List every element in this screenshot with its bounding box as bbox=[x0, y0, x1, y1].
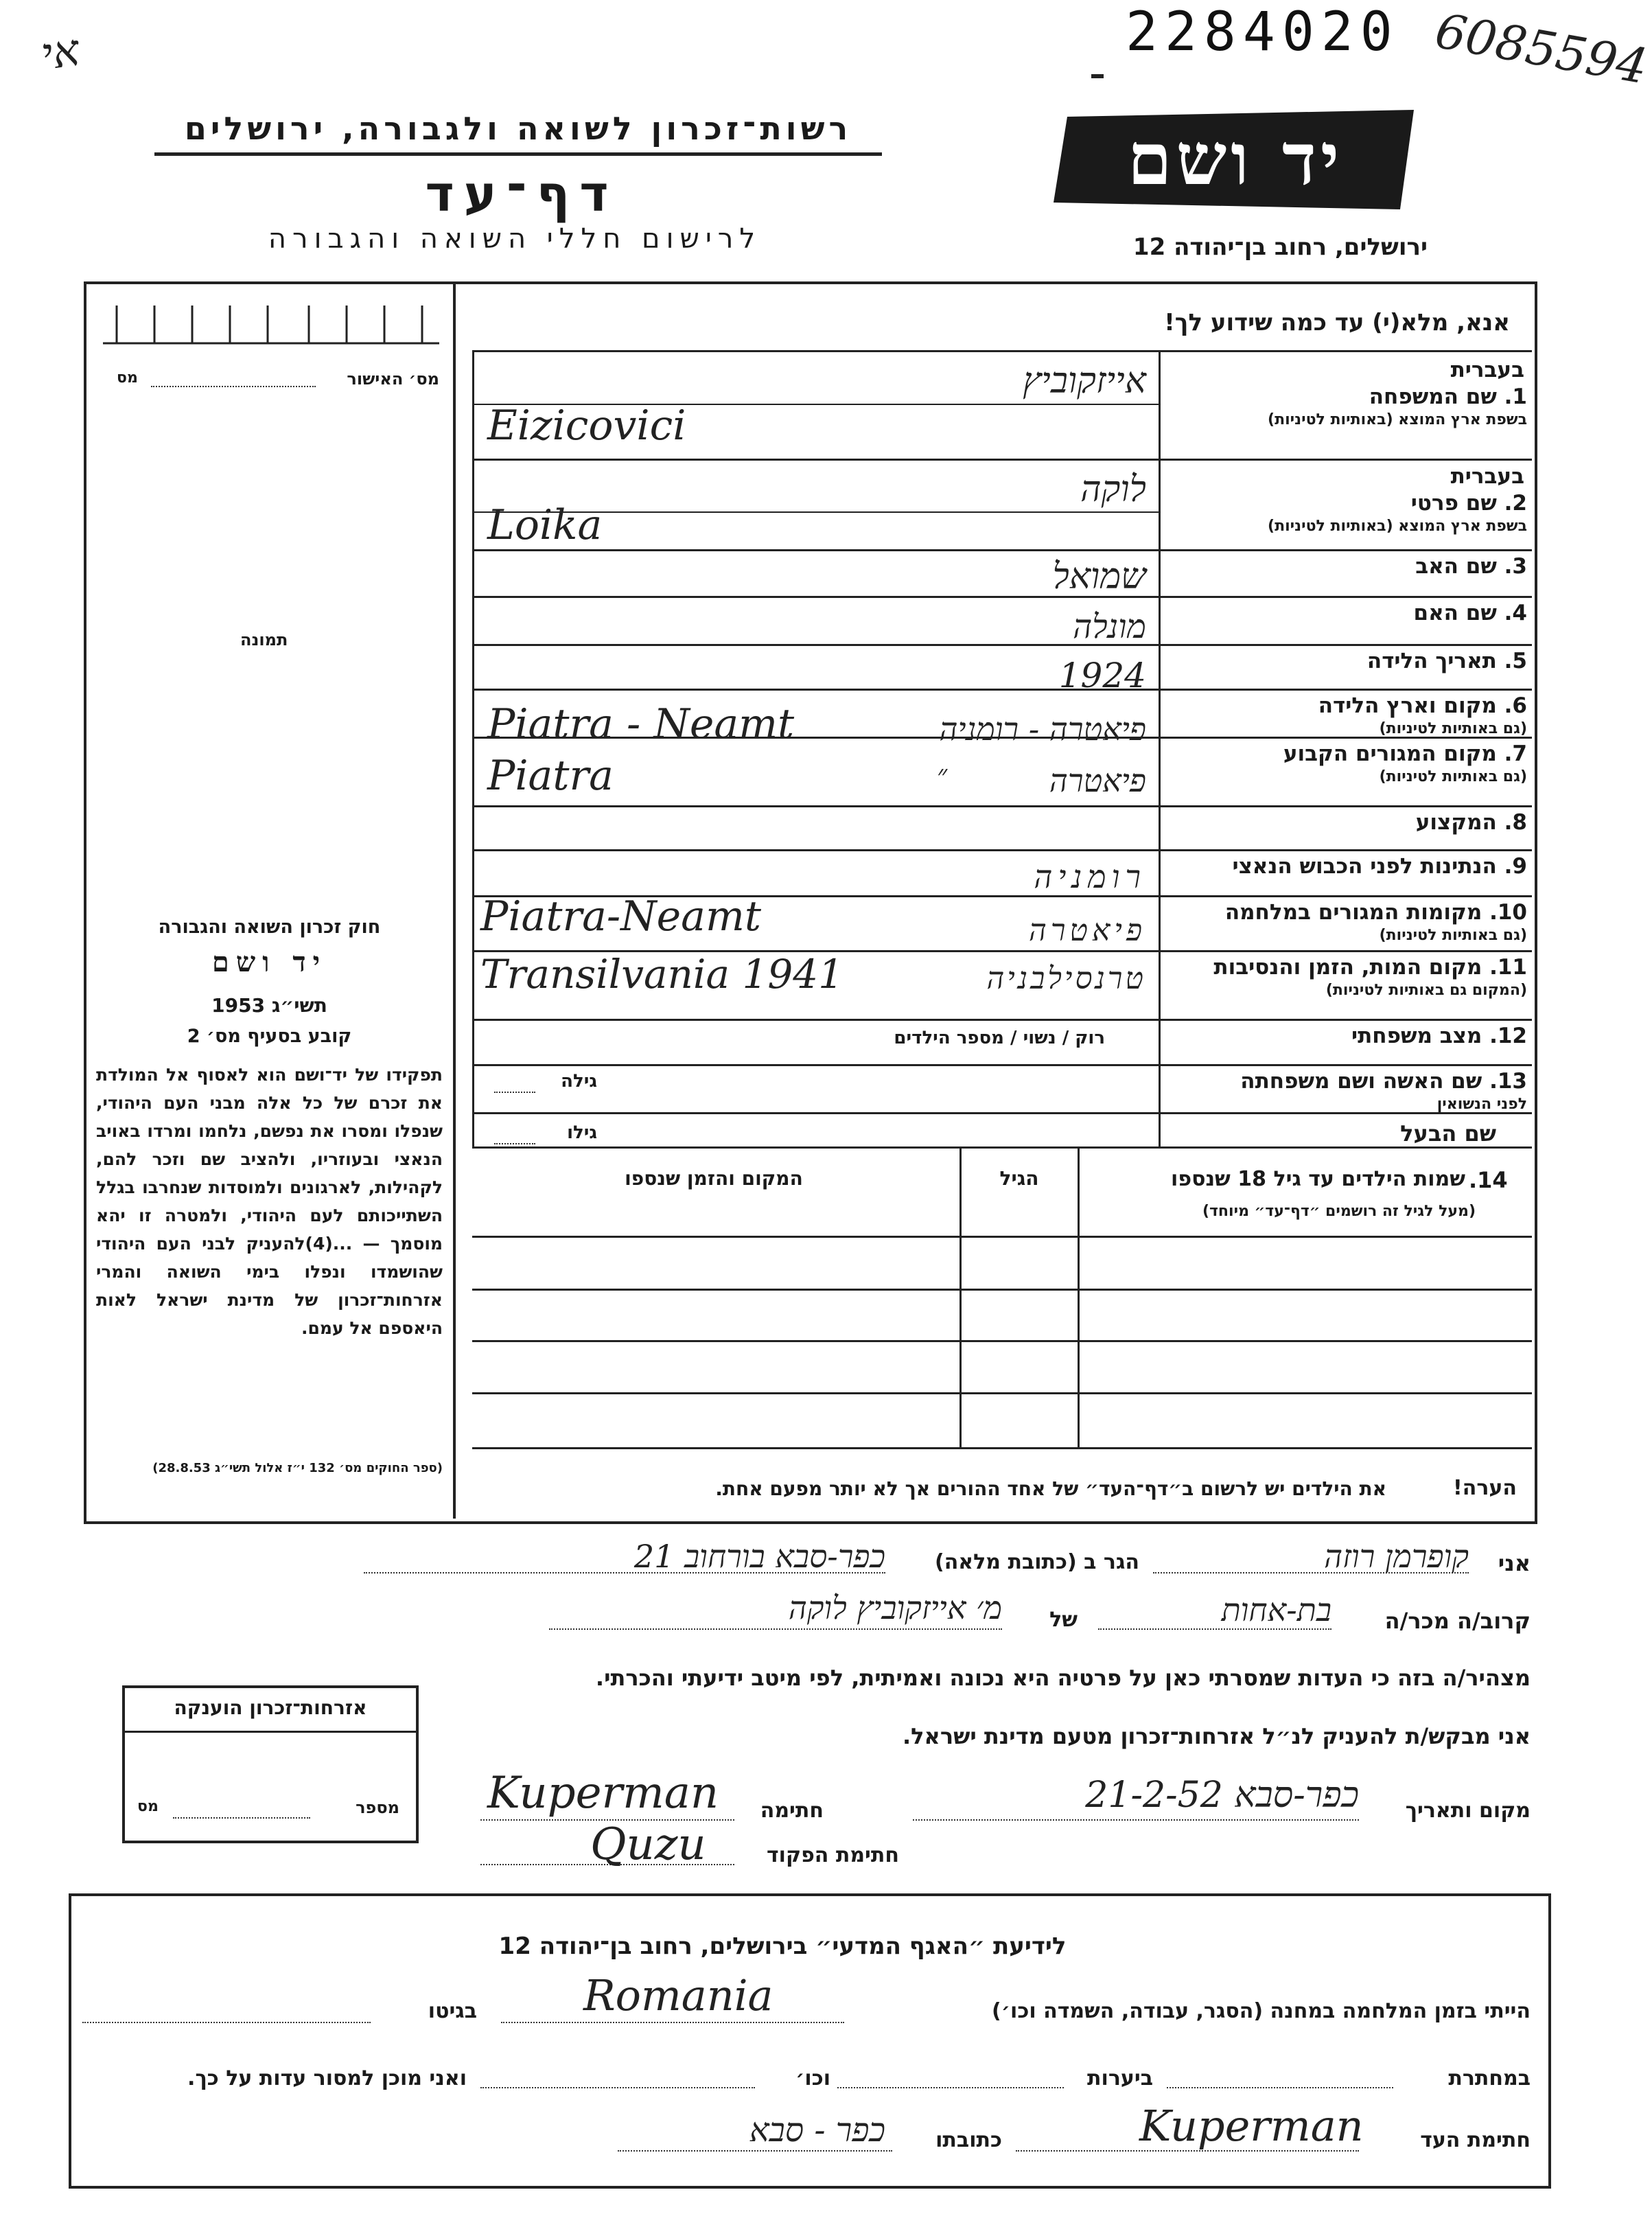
field-10-hebrew-value[interactable]: פיאטרה bbox=[1029, 913, 1146, 948]
number-line[interactable] bbox=[173, 1817, 310, 1819]
children-row-2[interactable] bbox=[472, 1340, 1532, 1342]
field-10-number: 10. bbox=[1489, 900, 1527, 925]
field-7-latin-value[interactable]: Piatra bbox=[487, 752, 614, 800]
field-10-label-box bbox=[1163, 899, 1527, 949]
relative-of-value[interactable]: מ׳ אייזקוביץ לוקה bbox=[788, 1589, 1002, 1626]
children-row-1[interactable] bbox=[472, 1289, 1532, 1291]
field-11-hebrew-value[interactable]: טרנסילבניה bbox=[986, 961, 1146, 996]
place-date-label: מקום ותאריך bbox=[1405, 1799, 1531, 1823]
number-suffix: מס bbox=[137, 1798, 159, 1815]
field-13-label-box bbox=[1163, 1068, 1527, 1111]
field-9-label-box bbox=[1163, 853, 1527, 894]
underground-label: במחתרת bbox=[1448, 2066, 1531, 2090]
husband-label: שם הבעל bbox=[1400, 1120, 1496, 1146]
field-7-sublabel: (גם באותיות לטיניות) bbox=[1379, 768, 1527, 785]
field-12-label-box bbox=[1163, 1023, 1527, 1063]
i-label: אני bbox=[1498, 1550, 1531, 1576]
law-text: תפקידו של יד־ושם הוא לאסוף אל המולדת את זכרם של כל אלה מבני העם היהודי, שנפלו ומסרו את נפשם, נלחמו ומרדו באויב הנאצי ובעוזריו, ולהציב שם וזכר להם, לקהילות, לארגונים ולמוסדות שנחרבו בגלל השתייכותם לעם היהודי, ולמטרה זו יהא מוסמך — ...(4)להעניק לבני העם היהודי שהושמדו ונפלו בימי השואה והמרי אזרחות־זכרון של מדינת ישראל לאות היאספם אל עמם. bbox=[96, 1065, 443, 1338]
field-9-number: 9. bbox=[1504, 854, 1527, 879]
field-row-divider bbox=[472, 849, 1532, 851]
field-row-divider bbox=[472, 549, 1532, 551]
value-label-divider bbox=[1159, 352, 1161, 1146]
field-12-number: 12. bbox=[1489, 1024, 1527, 1048]
children-col-2 bbox=[1078, 1146, 1080, 1449]
field-7-hebrew-value[interactable]: פיאטרה bbox=[1049, 762, 1146, 799]
dash-mark bbox=[1091, 74, 1104, 78]
ghetto-line[interactable] bbox=[82, 2022, 371, 2023]
left-column-divider bbox=[453, 281, 456, 1519]
place-date-value[interactable]: כפר-סבא 21-2-52 bbox=[1085, 1775, 1359, 1816]
field-row-divider bbox=[472, 1019, 1532, 1021]
ghetto-label: בגיטו bbox=[428, 1999, 477, 2023]
children-col-place: המקום והזמן שנספו bbox=[625, 1167, 803, 1190]
field-10-label: מקומות המגורים במלחמה bbox=[1224, 900, 1490, 925]
instruction-underline bbox=[472, 350, 1532, 352]
inner-left-border bbox=[472, 352, 474, 1146]
yad-vashem-logo bbox=[1054, 110, 1414, 209]
field-row-divider bbox=[472, 1064, 1532, 1066]
field-4-number: 4. bbox=[1504, 601, 1527, 625]
note-text: את הילדים יש לרשום ב״דף־העד״ של אחד ההורים אך לא יותר מפעם אחת. bbox=[715, 1477, 1386, 1500]
field-2-label-box bbox=[1163, 463, 1527, 548]
field-6-number: 6. bbox=[1504, 693, 1527, 718]
certificate-no-label: מס׳ האישור bbox=[347, 369, 439, 389]
children-col-age: הגיל bbox=[999, 1167, 1039, 1190]
field-5-label: תאריך הלידה bbox=[1366, 649, 1504, 673]
field-11-sublabel: (המקום גם באותיות לטיניות) bbox=[1325, 982, 1527, 999]
number-label: מספר bbox=[356, 1798, 399, 1817]
camp-value[interactable]: Romania bbox=[583, 1970, 773, 2020]
field-11-number: 11. bbox=[1489, 955, 1527, 980]
field-2-label: שם פרטי bbox=[1410, 491, 1504, 516]
wife-age-label: גילה bbox=[561, 1071, 597, 1092]
corner-mark: אי bbox=[38, 25, 83, 81]
field-7-label: מקום המגורים הקבוע bbox=[1283, 741, 1504, 766]
field-4-label: שם האם bbox=[1413, 601, 1504, 625]
husband-age-line[interactable] bbox=[494, 1143, 535, 1144]
field-6-hebrew-value[interactable]: פיאטרה - רומניה bbox=[939, 711, 1146, 748]
field-3-value[interactable]: שמואל bbox=[1052, 556, 1146, 597]
bottom-frame-left bbox=[69, 1893, 71, 2189]
camp-label: הייתי בזמן המלחמה במחנה (הסגר, עבודה, השמדה וכו׳) bbox=[992, 1999, 1531, 2023]
field-2-number: 2. bbox=[1504, 491, 1527, 516]
field-12-label: מצב משפחתי bbox=[1351, 1024, 1490, 1048]
field-13-label: שם האשה ושם משפחתה bbox=[1240, 1069, 1490, 1094]
address-value[interactable]: כפר-סבא בורחוב 21 bbox=[633, 1538, 885, 1575]
children-sub: (מעל לגיל זה רושמים ״דף־עד״ מיוחד) bbox=[1202, 1203, 1476, 1220]
relative-label: קרוב/ה מכר/ה bbox=[1384, 1608, 1531, 1634]
field-13-sublabel: לפני הנשואין bbox=[1436, 1096, 1527, 1113]
field-7-ditto: ״ bbox=[937, 759, 948, 791]
children-label: שמות הילדים עד גיל 18 שנספו bbox=[1171, 1167, 1465, 1191]
law-section: קובע בסעיף מס׳ 2 bbox=[187, 1026, 352, 1047]
wife-age-line[interactable] bbox=[494, 1092, 535, 1093]
form-title: דף־עד bbox=[425, 165, 618, 222]
field-5-label-box bbox=[1163, 648, 1527, 687]
ruler-ticks bbox=[103, 305, 439, 343]
field-1-latin-value[interactable]: Eizicovici bbox=[487, 402, 686, 450]
statement: מצהיר/ה בזה כי העדות שמסרתי כאן על פרטיה היא נכונה ואמיתית, לפי מיטב ידיעתי והכרתי. bbox=[595, 1665, 1531, 1691]
field-6-label: מקום וארץ הלידה bbox=[1318, 693, 1504, 718]
children-header-line bbox=[472, 1236, 1532, 1238]
field-row-divider bbox=[472, 459, 1532, 461]
witness-signature-label: חתימת העד bbox=[1420, 2128, 1531, 2152]
field-10-latin-value[interactable]: Piatra-Neamt bbox=[480, 892, 761, 941]
underground-line[interactable] bbox=[1167, 2087, 1393, 2088]
place-date-line[interactable] bbox=[913, 1819, 1359, 1821]
field-7-number: 7. bbox=[1504, 741, 1527, 766]
bottom-frame-base bbox=[69, 2186, 1551, 2189]
witness-address-line[interactable] bbox=[618, 2150, 892, 2152]
field-13-number: 13. bbox=[1489, 1069, 1527, 1094]
field-1-label-box bbox=[1163, 356, 1527, 457]
field-4-value[interactable]: מונלה bbox=[1073, 608, 1146, 646]
field-1-number: 1. bbox=[1504, 384, 1527, 409]
field-9-value[interactable]: רומניה bbox=[1034, 858, 1146, 895]
field-1-hebrew-value[interactable]: אייזקוביץ bbox=[1023, 360, 1146, 402]
signature-value[interactable]: Kuperman bbox=[487, 1768, 719, 1819]
children-row-3[interactable] bbox=[472, 1392, 1532, 1394]
field-9-label: הנתינות לפני הכבוש הנאצי bbox=[1232, 854, 1504, 879]
instruction: אנא, מלא(י) עד כמה שידוע לך! bbox=[1164, 309, 1510, 336]
children-top bbox=[472, 1146, 1532, 1149]
children-number: 14. bbox=[1469, 1167, 1508, 1193]
certificate-no-line[interactable] bbox=[151, 386, 316, 387]
resides-label: הגר ב (כתובת מלאה) bbox=[934, 1550, 1139, 1574]
note-label: הערה! bbox=[1453, 1476, 1517, 1500]
bottom-title: לידיעת ״האגף המדעי״ בירושלים, רחוב בן־יהודה 12 bbox=[498, 1933, 1067, 1960]
forests-label: ביערות bbox=[1087, 2066, 1153, 2090]
field-7-label-box bbox=[1163, 741, 1527, 804]
bottom-frame-right bbox=[1548, 1893, 1551, 2189]
witness-address-label: כתובתו bbox=[935, 2128, 1002, 2152]
field-1-label: שם המשפחה bbox=[1369, 384, 1504, 409]
address: ירושלים, רחוב בן־יהודה 12 bbox=[1132, 233, 1428, 261]
field-6-sublabel: (גם באותיות לטיניות) bbox=[1379, 720, 1527, 737]
field-11-latin-value[interactable]: Transilvania 1941 bbox=[480, 951, 844, 998]
field-2-tag: בעברית bbox=[1450, 464, 1524, 489]
signature-label: חתימה bbox=[760, 1799, 824, 1823]
etc-label: וכו׳ bbox=[795, 2066, 830, 2090]
forests-line[interactable] bbox=[837, 2087, 1064, 2088]
witness-signature-value[interactable]: Kuperman bbox=[1139, 2101, 1364, 2151]
relation-value[interactable]: בת-אחות bbox=[1221, 1591, 1331, 1628]
field-8-label: המקצוע bbox=[1415, 810, 1504, 835]
field-8-number: 8. bbox=[1504, 810, 1527, 835]
memorial-box-divider bbox=[125, 1731, 416, 1733]
marital-options: רוק / נשוי / מספר הילדים bbox=[894, 1028, 1105, 1048]
field-4-label-box bbox=[1163, 600, 1527, 643]
field-11-label-box bbox=[1163, 954, 1527, 1017]
ready-label: ואני מוכן למסור עדות על כך. bbox=[187, 2066, 467, 2090]
law-source: (ספר החוקים מס׳ 132 י״ז אלול תשי״ג 28.8.53) bbox=[152, 1461, 443, 1475]
children-col-1 bbox=[959, 1146, 962, 1449]
field-row-divider bbox=[472, 805, 1532, 807]
form-subtitle: לרישום חללי השואה והגבורה bbox=[268, 223, 762, 255]
field-10-sublabel: (גם באותיות לטיניות) bbox=[1379, 927, 1527, 944]
officer-signature-value[interactable]: Quzu bbox=[590, 1819, 706, 1870]
certificate-no-suffix: מס bbox=[117, 369, 138, 387]
authority-name: רשות־זכרון לשואה ולגבורה, ירושלים bbox=[184, 110, 852, 147]
field-3-number: 3. bbox=[1504, 554, 1527, 579]
memorial-citizenship-label: אזרחות־זכרון הוענקה bbox=[174, 1696, 367, 1719]
law-name: יד ושם bbox=[211, 946, 327, 978]
witness-address-value[interactable]: כפר - סבא bbox=[749, 2111, 885, 2149]
relative-of-line[interactable] bbox=[549, 1628, 1002, 1630]
camp-line[interactable] bbox=[501, 2022, 844, 2023]
declarant-name[interactable]: קופרמן רוזה bbox=[1324, 1538, 1469, 1575]
officer-signature-label: חתימת הפקוד bbox=[767, 1843, 899, 1867]
authority-underline bbox=[154, 152, 882, 156]
law-year: תשי״ג 1953 bbox=[211, 994, 327, 1017]
photo-label: תמונה bbox=[240, 630, 288, 649]
request: אני מבקש/ת להעניק לנ״ל אזרחות־זכרון מטעם מדינת ישראל. bbox=[903, 1723, 1531, 1749]
relation-line[interactable] bbox=[1098, 1628, 1331, 1630]
field-2-sublabel: בשפת ארץ המוצא (באותיות לטיניות) bbox=[1268, 518, 1527, 535]
archive-number: 6085594 bbox=[1431, 2, 1652, 95]
field-11-label: מקום המות, הזמן והנסיבות bbox=[1213, 955, 1490, 980]
of-label: של bbox=[1049, 1608, 1078, 1632]
field-6-label-box bbox=[1163, 693, 1527, 735]
field-6-latin-value[interactable]: Piatra - Neamt bbox=[487, 700, 795, 748]
field-2-hebrew-value[interactable]: לוקה bbox=[1080, 469, 1146, 510]
memorial-citizenship-box bbox=[122, 1685, 419, 1843]
etc-line[interactable] bbox=[480, 2087, 755, 2088]
field-1-tag: בעברית bbox=[1450, 358, 1524, 382]
law-title: חוק זכרון השואה והגבורה bbox=[158, 916, 381, 938]
field-5-value[interactable]: 1924 bbox=[1058, 656, 1146, 695]
husband-age-label: גילו bbox=[567, 1122, 597, 1143]
logo-text: יד ושם bbox=[1127, 117, 1344, 201]
field-8-label-box bbox=[1163, 809, 1527, 848]
field-2-latin-value[interactable]: Loika bbox=[487, 501, 603, 549]
record-number: 2284020 bbox=[1126, 1, 1399, 63]
bottom-separator bbox=[69, 1893, 1551, 1896]
field-5-number: 5. bbox=[1504, 649, 1527, 673]
field-1-sublabel: בשפת ארץ המוצא (באותיות לטיניות) bbox=[1268, 411, 1527, 428]
children-row-4[interactable] bbox=[472, 1447, 1532, 1449]
field-3-label-box bbox=[1163, 553, 1527, 595]
field-3-label: שם האב bbox=[1415, 554, 1504, 579]
